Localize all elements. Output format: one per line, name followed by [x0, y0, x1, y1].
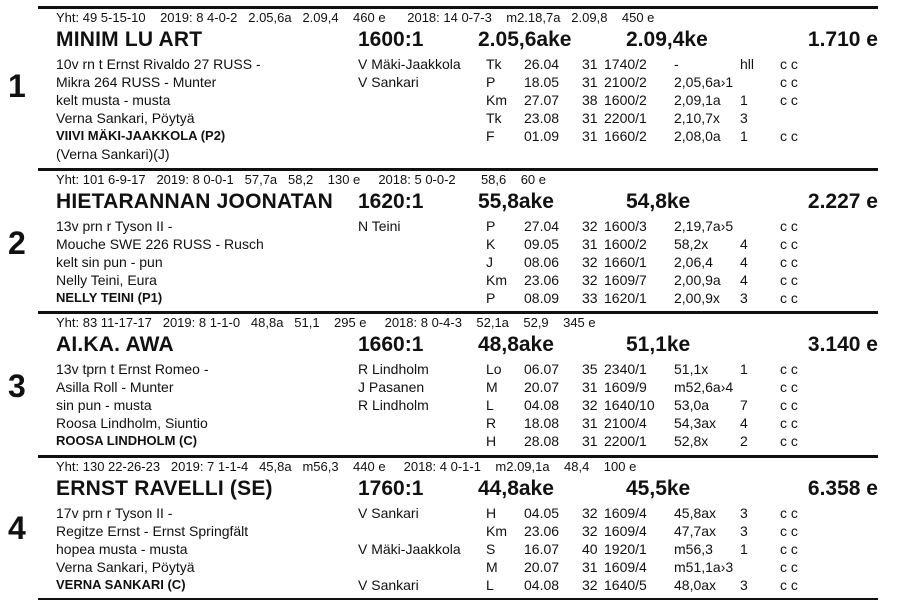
start-drivers [358, 504, 461, 594]
owner-line: Verna Sankari, Pöytyä [56, 110, 195, 126]
date: 28.08 [524, 433, 560, 449]
record-volt: 51,1ke [626, 333, 691, 356]
start-driver [358, 414, 429, 432]
placing: 4 [740, 236, 748, 252]
horse-info [56, 360, 209, 450]
time: 51,1x [674, 361, 709, 377]
track: M [486, 559, 498, 575]
distance: 1640/5 [604, 577, 647, 593]
date: 08.09 [524, 290, 560, 306]
career-stats: Yht: 130 22-26-23 2019: 7 1-1-4 45,8a m56,3 440 e 2018: 4 0-1-1 m2.09,1a 48,4 100 e [56, 459, 637, 474]
career-stats: Yht: 49 5-15-10 2019: 8 4-0-2 2.05,6a 2.09,4 460 e 2018: 14 0-7-3 m2.18,7a 2.09,8 450 e [56, 10, 655, 25]
horse-name: AI.KA. AWA [56, 333, 174, 356]
shoes: c c [780, 541, 798, 557]
track: Km [486, 523, 507, 539]
placing: hll [740, 56, 755, 72]
race-no: 38 [582, 92, 598, 108]
recent-starts-table [486, 217, 810, 307]
shoes: c c [780, 505, 798, 521]
placing: 4 [740, 272, 748, 288]
start-number: 4 [8, 510, 26, 546]
table-row [486, 396, 810, 414]
track: Tk [486, 110, 502, 126]
table-row [486, 127, 810, 145]
time: 58,2x [674, 236, 709, 252]
date: 20.07 [524, 379, 560, 395]
start-driver: N Teini [358, 218, 401, 234]
recent-starts-table [486, 504, 810, 594]
start-driver [358, 558, 461, 576]
earnings: 1.710 e [807, 28, 878, 51]
track: L [486, 577, 494, 593]
time: m51,1a›3 [674, 559, 734, 575]
record-auto: 48,8ake [478, 333, 554, 356]
distance: 1600/3 [604, 218, 647, 234]
shoes: c c [780, 361, 798, 377]
date: 27.07 [524, 92, 560, 108]
distance: 1609/9 [604, 379, 647, 395]
entry-divider [38, 311, 878, 314]
start-drivers [358, 360, 429, 450]
colors-line: kelt sin pun - pun [56, 254, 163, 270]
date: 01.09 [524, 128, 560, 144]
race-no: 31 [582, 236, 598, 252]
placing: 1 [740, 128, 748, 144]
date: 18.05 [524, 74, 560, 90]
time: 2,05,6a›1 [674, 74, 734, 90]
start-drivers [358, 217, 401, 307]
table-row [486, 432, 810, 450]
shoes: c c [780, 290, 798, 306]
horse-entry-2 [8, 172, 878, 312]
table-row [486, 91, 810, 109]
shoes: c c [780, 56, 798, 72]
race-no: 32 [582, 218, 598, 234]
time: m56,3 [674, 541, 713, 557]
track: Lo [486, 361, 502, 377]
start-driver [358, 271, 401, 289]
pedigree-line: 10v rn t Ernst Rivaldo 27 RUSS - [56, 56, 261, 72]
distance: 1609/4 [604, 559, 647, 575]
placing: 4 [740, 254, 748, 270]
race-distance: 1660:1 [358, 333, 424, 356]
distance: 1660/2 [604, 128, 647, 144]
time: m52,6a›4 [674, 379, 734, 395]
table-row [486, 504, 810, 522]
distance: 1620/1 [604, 290, 647, 306]
time: 54,3ax [674, 415, 717, 431]
table-row [486, 271, 810, 289]
race-distance: 1600:1 [358, 28, 424, 51]
date: 16.07 [524, 541, 560, 557]
race-no: 32 [582, 577, 598, 593]
start-driver: V Mäki-Jaakkola [358, 541, 461, 557]
start-driver: V Sankari [358, 577, 419, 593]
placing: 1 [740, 541, 748, 557]
shoes: c c [780, 397, 798, 413]
date: 27.04 [524, 218, 560, 234]
placing: 4 [740, 415, 748, 431]
driver-name: VERNA SANKARI (C) [56, 577, 186, 592]
horse-info [56, 504, 248, 594]
trainer-note: (Verna Sankari)(J) [56, 146, 170, 162]
track: J [486, 254, 493, 270]
horse-info [56, 55, 261, 163]
start-number: 2 [8, 225, 26, 261]
placing: 3 [740, 290, 748, 306]
placing: 2 [740, 433, 748, 449]
distance: 1609/4 [604, 505, 647, 521]
start-driver: R Lindholm [358, 397, 429, 413]
dam-line: Regitze Ernst - Ernst Springfält [56, 523, 249, 539]
distance: 1660/1 [604, 254, 647, 270]
placing: 3 [740, 110, 748, 126]
date: 18.08 [524, 415, 560, 431]
track: Tk [486, 56, 502, 72]
table-row [486, 109, 810, 127]
distance: 2100/2 [604, 74, 647, 90]
start-driver [358, 109, 461, 127]
track: K [486, 236, 496, 252]
track: R [486, 415, 497, 431]
distance: 2340/1 [604, 361, 647, 377]
driver-name: ROOSA LINDHOLM (C) [56, 433, 198, 448]
start-driver [358, 235, 401, 253]
start-driver: R Lindholm [358, 361, 429, 377]
distance: 1600/2 [604, 236, 647, 252]
horse-entry-3 [8, 315, 878, 455]
shoes: c c [780, 74, 798, 90]
recent-starts-table [486, 360, 810, 450]
date: 23.08 [524, 110, 560, 126]
shoes: c c [780, 236, 798, 252]
start-driver [358, 127, 461, 145]
track: M [486, 379, 498, 395]
placing [740, 217, 780, 235]
date: 26.04 [524, 56, 560, 72]
start-driver [358, 253, 401, 271]
shoes: c c [780, 415, 798, 431]
dam-line: Mouche SWE 226 RUSS - Rusch [56, 236, 264, 252]
time: 48,0ax [674, 577, 717, 593]
table-row [486, 576, 810, 594]
owner-line: Roosa Lindholm, Siuntio [56, 415, 208, 431]
time: 2,08,0a [674, 128, 721, 144]
date: 23.06 [524, 272, 560, 288]
time: 45,8ax [674, 505, 717, 521]
shoes: c c [780, 379, 798, 395]
shoes: c c [780, 128, 798, 144]
date: 20.07 [524, 559, 560, 575]
date: 04.08 [524, 397, 560, 413]
horse-name: HIETARANNAN JOONATAN [56, 190, 333, 213]
distance: 1740/2 [604, 56, 647, 72]
record-volt: 2.09,4ke [626, 28, 708, 51]
earnings: 6.358 e [807, 477, 878, 500]
table-row [486, 540, 810, 558]
table-row [486, 73, 810, 91]
placing: 1 [740, 92, 748, 108]
track: P [486, 74, 496, 90]
distance: 2200/1 [604, 433, 647, 449]
horse-info [56, 217, 264, 307]
shoes: c c [780, 577, 798, 593]
placing: 1 [740, 361, 748, 377]
start-driver: V Sankari [358, 74, 419, 90]
table-row [486, 360, 810, 378]
time: 2,19,7a›5 [674, 218, 734, 234]
race-no: 31 [582, 56, 598, 72]
colors-line: hopea musta - musta [56, 541, 188, 557]
track: P [486, 290, 496, 306]
shoes: c c [780, 218, 798, 234]
race-distance: 1620:1 [358, 190, 424, 213]
table-row [486, 235, 810, 253]
record-auto: 44,8ake [478, 477, 554, 500]
earnings: 3.140 e [807, 333, 878, 356]
distance: 2100/4 [604, 415, 647, 431]
race-no: 32 [582, 505, 598, 521]
time: 47,7ax [674, 523, 717, 539]
colors-line: kelt musta - musta [56, 92, 171, 108]
date: 04.05 [524, 505, 560, 521]
distance: 2200/1 [604, 110, 647, 126]
top-rule [38, 6, 878, 9]
horse-name: ERNST RAVELLI (SE) [56, 477, 273, 500]
race-no: 31 [582, 379, 598, 395]
shoes: c c [780, 433, 798, 449]
track: P [486, 218, 496, 234]
distance: 1640/10 [604, 397, 655, 413]
start-driver: V Sankari [358, 505, 419, 521]
placing [740, 73, 780, 91]
race-no: 31 [582, 415, 598, 431]
record-volt: 54,8ke [626, 190, 691, 213]
career-stats: Yht: 101 6-9-17 2019: 8 0-0-1 57,7a 58,2 130 e 2018: 5 0-0-2 58,6 60 e [56, 172, 546, 187]
start-driver [358, 432, 429, 450]
shoes: c c [780, 272, 798, 288]
pedigree-line: 13v prn r Tyson II - [56, 218, 173, 234]
recent-starts-table [486, 55, 810, 145]
entry-divider [38, 455, 878, 458]
dam-line: Asilla Roll - Munter [56, 379, 174, 395]
time: 52,8x [674, 433, 709, 449]
shoes: c c [780, 559, 798, 575]
placing [740, 378, 780, 396]
start-driver: J Pasanen [358, 379, 425, 395]
placing: 3 [740, 505, 748, 521]
track: F [486, 128, 495, 144]
date: 08.06 [524, 254, 560, 270]
race-no: 31 [582, 110, 598, 126]
table-row [486, 217, 810, 235]
time: 2,00,9a [674, 272, 721, 288]
track: Km [486, 272, 507, 288]
start-driver: V Mäki-Jaakkola [358, 56, 461, 72]
placing: 3 [740, 523, 748, 539]
table-row [486, 253, 810, 271]
owner-line: Verna Sankari, Pöytyä [56, 559, 195, 575]
track: Km [486, 92, 507, 108]
track: S [486, 541, 496, 557]
race-no: 31 [582, 433, 598, 449]
shoes: c c [780, 523, 798, 539]
time: 53,0a [674, 397, 710, 413]
shoes [780, 109, 810, 127]
time: 2,10,7x [674, 110, 720, 126]
race-no: 40 [582, 541, 598, 557]
table-row [486, 558, 810, 576]
start-driver [358, 522, 461, 540]
start-number: 3 [8, 368, 26, 404]
race-no: 32 [582, 254, 598, 270]
dam-line: Mikra 264 RUSS - Munter [56, 74, 217, 90]
race-distance: 1760:1 [358, 477, 424, 500]
start-driver [358, 91, 461, 109]
race-no: 31 [582, 74, 598, 90]
placing: 7 [740, 397, 748, 413]
race-no: 32 [582, 523, 598, 539]
distance: 1920/1 [604, 541, 647, 557]
entry-divider [38, 168, 878, 171]
driver-name: VIIVI MÄKI-JAAKKOLA (P2) [56, 128, 226, 143]
table-row [486, 378, 810, 396]
table-row [486, 289, 810, 307]
earnings: 2.227 e [807, 190, 878, 213]
date: 09.05 [524, 236, 560, 252]
race-no: 31 [582, 559, 598, 575]
date: 06.07 [524, 361, 560, 377]
date: 04.08 [524, 577, 560, 593]
race-no: 33 [582, 290, 598, 306]
pedigree-line: 13v tprn t Ernst Romeo - [56, 361, 209, 377]
date: 23.06 [524, 523, 560, 539]
pedigree-line: 17v prn r Tyson II - [56, 505, 173, 521]
shoes: c c [780, 92, 798, 108]
track: H [486, 433, 497, 449]
horse-entry-4 [8, 459, 878, 599]
race-no: 32 [582, 397, 598, 413]
record-auto: 55,8ake [478, 190, 554, 213]
career-stats: Yht: 83 11-17-17 2019: 8 1-1-0 48,8a 51,1 295 e 2018: 8 0-4-3 52,1a 52,9 345 e [56, 315, 596, 330]
placing: 3 [740, 577, 748, 593]
colors-line: sin pun - musta [56, 397, 152, 413]
time: 2,06,4 [674, 254, 713, 270]
table-row [486, 414, 810, 432]
table-row [486, 55, 810, 73]
distance: 1609/4 [604, 523, 647, 539]
time: - [674, 56, 679, 72]
race-no: 35 [582, 361, 598, 377]
horse-entry-1 [8, 10, 878, 168]
bottom-rule [38, 598, 878, 600]
race-no: 32 [582, 272, 598, 288]
record-volt: 45,5ke [626, 477, 691, 500]
horse-name: MINIM LU ART [56, 28, 203, 51]
time: 2,00,9x [674, 290, 720, 306]
shoes: c c [780, 254, 798, 270]
record-auto: 2.05,6ake [478, 28, 572, 51]
driver-name: NELLY TEINI (P1) [56, 290, 163, 305]
track: L [486, 397, 494, 413]
track: H [486, 505, 497, 521]
distance: 1609/7 [604, 272, 647, 288]
time: 2,09,1a [674, 92, 721, 108]
distance: 1600/2 [604, 92, 647, 108]
start-number: 1 [8, 68, 26, 104]
start-driver [358, 289, 401, 307]
placing [740, 558, 780, 576]
start-drivers [358, 55, 461, 145]
owner-line: Nelly Teini, Eura [56, 272, 157, 288]
race-no: 31 [582, 128, 598, 144]
table-row [486, 522, 810, 540]
